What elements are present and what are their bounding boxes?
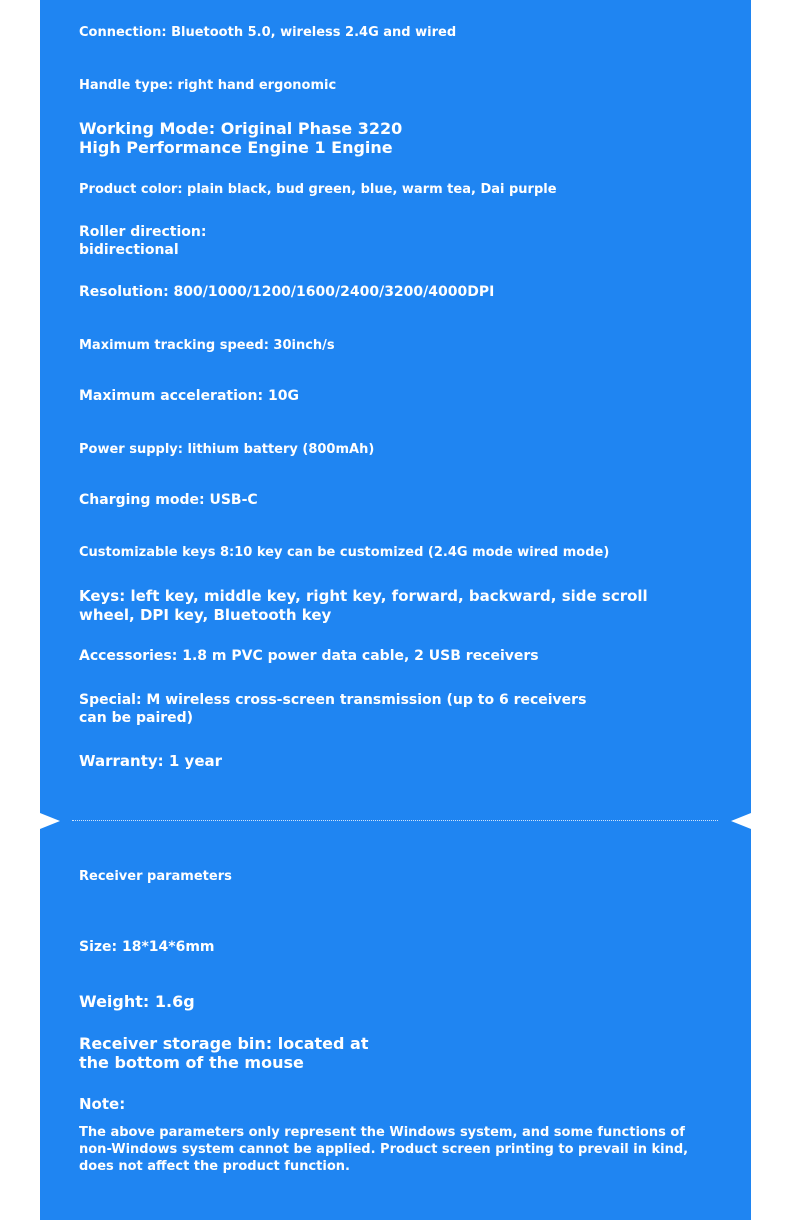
spec-acceleration: Maximum acceleration: 10G <box>79 388 299 404</box>
spec-charging-mode: Charging mode: USB-C <box>79 492 258 508</box>
spec-special: Special: M wireless cross-screen transmission (up to 6 receivers can be paired) <box>79 692 587 726</box>
spec-resolution: Resolution: 800/1000/1200/1600/2400/3200/4000DPI <box>79 284 495 300</box>
note-title: Note: <box>79 1095 126 1113</box>
receiver-heading: Receiver parameters <box>79 869 232 884</box>
spec-roller-direction: Roller direction: bidirectional <box>79 224 207 258</box>
spec-warranty: Warranty: 1 year <box>79 752 223 770</box>
section-divider <box>72 820 718 821</box>
divider-notch-left <box>40 813 60 829</box>
receiver-storage: Receiver storage bin: located at the bottom of the mouse <box>79 1034 369 1072</box>
spec-card <box>40 0 751 1220</box>
spec-power-supply: Power supply: lithium battery (800mAh) <box>79 442 375 457</box>
spec-product-color: Product color: plain black, bud green, blue, warm tea, Dai purple <box>79 182 557 197</box>
spec-handle-type: Handle type: right hand ergonomic <box>79 78 337 93</box>
spec-working-mode: Working Mode: Original Phase 3220 High Performance Engine 1 Engine <box>79 119 403 157</box>
spec-tracking-speed: Maximum tracking speed: 30inch/s <box>79 338 335 353</box>
spec-keys: Keys: left key, middle key, right key, forward, backward, side scroll wheel, DPI key, Bluetooth key <box>79 587 648 624</box>
spec-customizable-keys: Customizable keys 8:10 key can be customized (2.4G mode wired mode) <box>79 545 610 560</box>
note-text: The above parameters only represent the Windows system, and some functions of non-Windows system cannot be applied. Product screen printing to prevail in kind, does not affect the product function. <box>79 1125 689 1174</box>
receiver-weight: Weight: 1.6g <box>79 992 195 1011</box>
spec-connection: Connection: Bluetooth 5.0, wireless 2.4G and wired <box>79 25 457 40</box>
receiver-size: Size: 18*14*6mm <box>79 939 215 955</box>
divider-notch-right <box>731 813 751 829</box>
spec-accessories: Accessories: 1.8 m PVC power data cable, 2 USB receivers <box>79 648 539 664</box>
